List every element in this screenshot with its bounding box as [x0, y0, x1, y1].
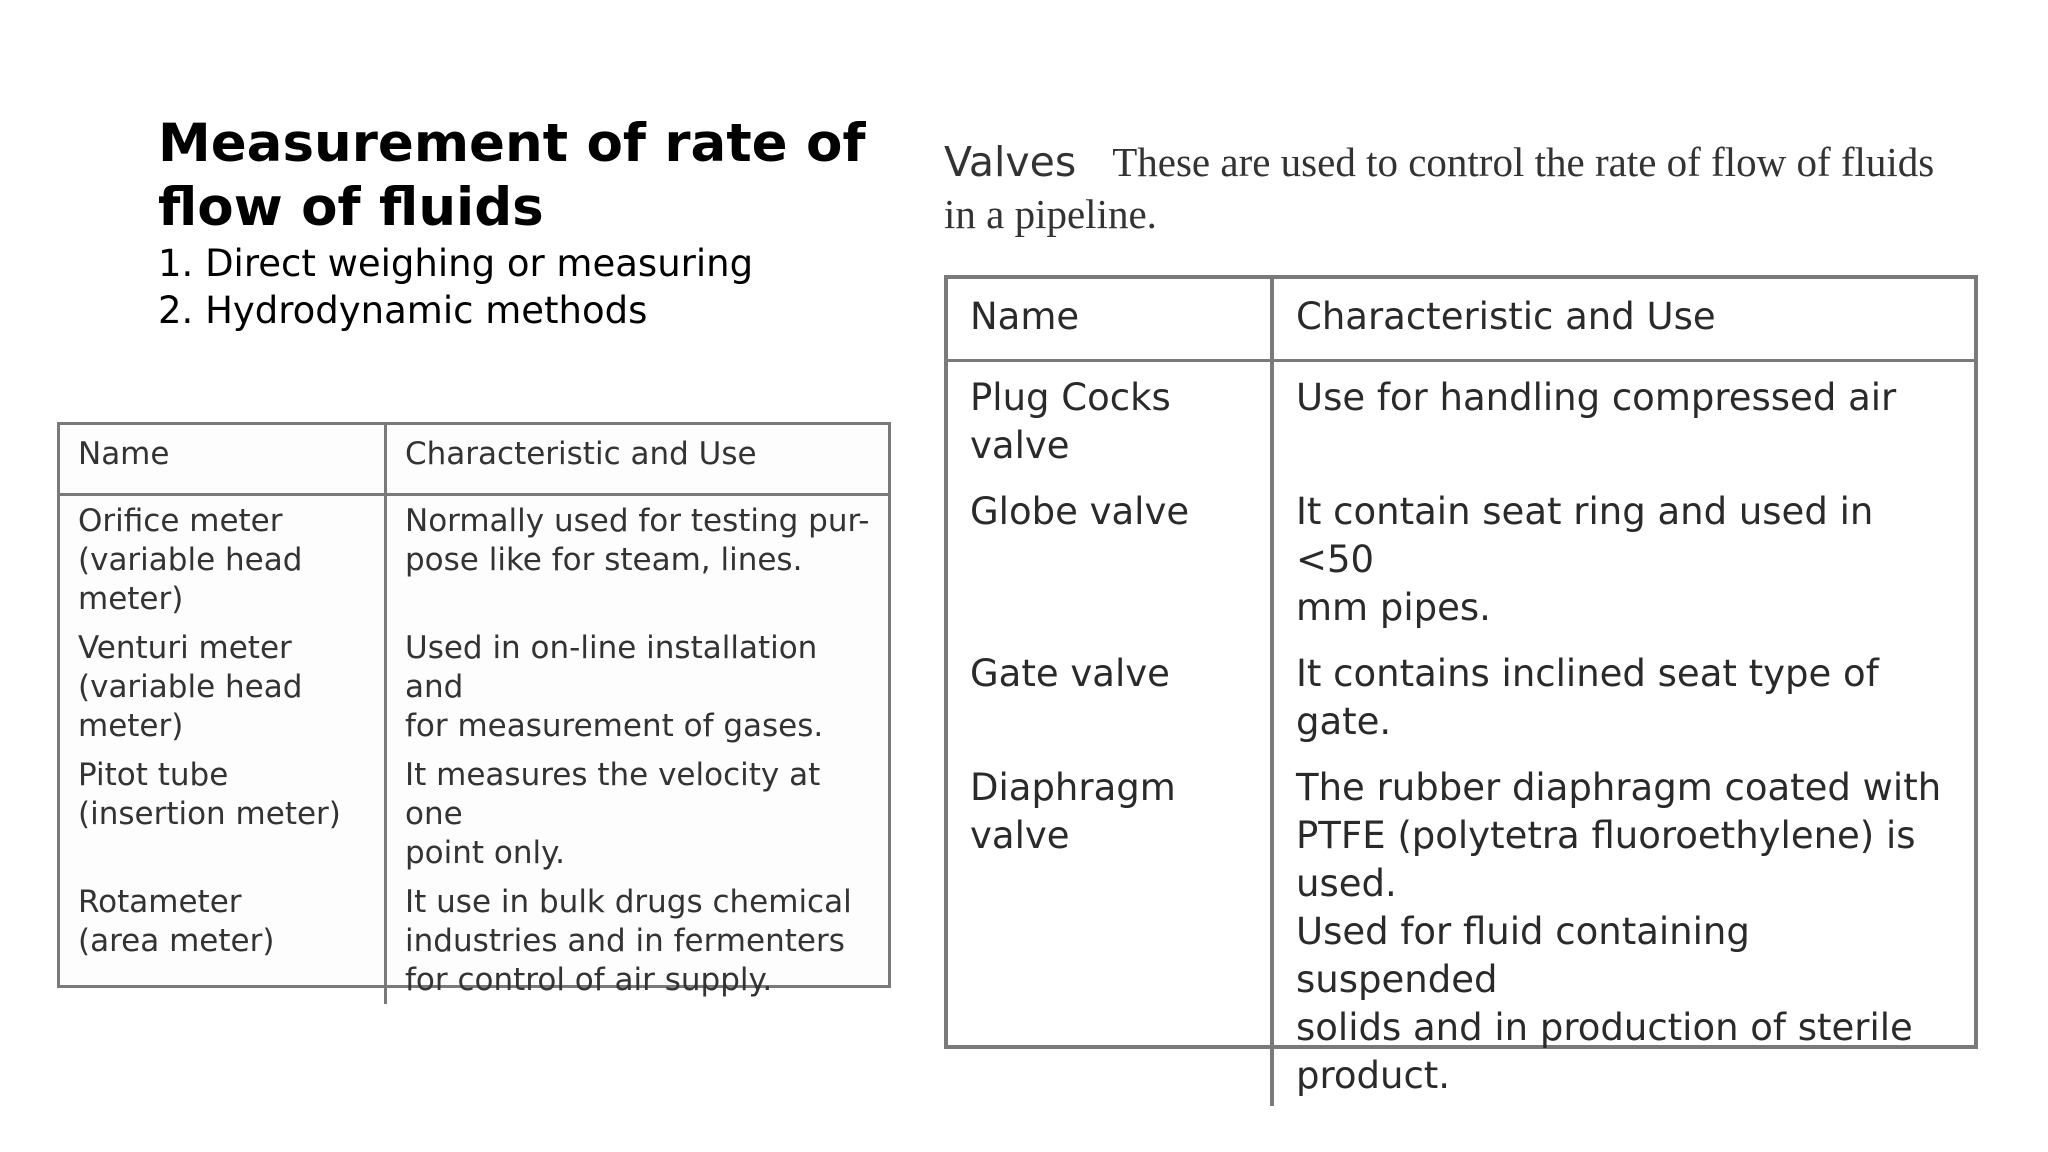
cell-text: for control of air supply.: [405, 962, 773, 998]
cell-text: meter): [78, 581, 184, 617]
table-row: [60, 495, 888, 624]
cell-text: Diaphragm: [970, 766, 1176, 809]
valve-name-cell: [948, 638, 1272, 752]
cell-text: Rotameter: [78, 884, 242, 920]
cell-text: Venturi meter: [78, 630, 292, 666]
meter-name-cell: [60, 495, 386, 624]
header-characteristic: Characteristic and Use: [386, 425, 889, 495]
valve-use-cell: [1272, 638, 1974, 752]
header-characteristic: Characteristic and Use: [1272, 279, 1974, 361]
cell-text: gate.: [1296, 700, 1392, 743]
title-block: [158, 112, 918, 334]
slide-title: [158, 112, 918, 240]
meter-use-cell: [386, 623, 889, 750]
cell-text: used.: [1296, 862, 1397, 905]
cell-text: Plug Cocks: [970, 376, 1171, 419]
meter-name-cell: [60, 750, 386, 877]
cell-text: It contains inclined seat type of: [1296, 652, 1879, 695]
table-row: [948, 476, 1974, 638]
valve-name-cell: [948, 361, 1272, 477]
flow-meters-table: [57, 422, 891, 998]
cell-text: It contain seat ring and used in <50: [1296, 490, 1874, 581]
table-row: [60, 877, 888, 1004]
table-row: [60, 750, 888, 877]
title-line-2: flow of fluids: [158, 177, 544, 238]
cell-text: Orifice meter: [78, 503, 283, 539]
table-row: [948, 752, 1974, 1106]
method-item-2: 2. Hydrodynamic methods: [158, 289, 648, 332]
cell-text: (variable head: [78, 542, 303, 578]
meter-name-cell: [60, 623, 386, 750]
valve-use-cell: [1272, 361, 1974, 477]
cell-text: It measures the velocity at one: [405, 757, 821, 832]
cell-text: Globe valve: [970, 490, 1190, 533]
valves-table-grid: [948, 279, 1974, 1106]
valve-name-cell: [948, 752, 1272, 1106]
meter-use-cell: [386, 750, 889, 877]
cell-text: It use in bulk drugs chemical: [405, 884, 852, 920]
header-name: Name: [60, 425, 386, 495]
table-header-row: [948, 279, 1974, 361]
valve-name-cell: [948, 476, 1272, 638]
valves-table: [944, 275, 1978, 1097]
valves-description-line-1: These are used to control the rate of flow of fluids: [1112, 139, 1935, 185]
valves-description-line-2: in a pipeline.: [944, 191, 1157, 237]
cell-text: point only.: [405, 835, 565, 871]
cell-text: meter): [78, 708, 184, 744]
meter-use-cell: [386, 495, 889, 624]
meter-name-cell: [60, 877, 386, 1004]
cell-text: Gate valve: [970, 652, 1170, 695]
cell-text: industries and in fermenters: [405, 923, 845, 959]
valves-label: Valves: [944, 138, 1077, 186]
valve-use-cell: [1272, 752, 1974, 1106]
cell-text: PTFE (polytetra fluoroethylene) is: [1296, 814, 1916, 857]
cell-text: (insertion meter): [78, 796, 341, 832]
title-line-1: Measurement of rate of: [158, 113, 866, 174]
cell-text: pose like for steam, lines.: [405, 542, 803, 578]
flow-meters-table-grid: [60, 425, 888, 1004]
cell-text: The rubber diaphragm coated with: [1296, 766, 1942, 809]
table-row: [60, 623, 888, 750]
table-row: [948, 638, 1974, 752]
cell-text: valve: [970, 814, 1070, 857]
valves-intro: [944, 136, 1984, 240]
header-name: Name: [948, 279, 1272, 361]
cell-text: Use for handling compressed air: [1296, 376, 1897, 419]
method-item-1: 1. Direct weighing or measuring: [158, 242, 754, 285]
cell-text: Used in on-line installation and: [405, 630, 818, 705]
cell-text: mm pipes.: [1296, 586, 1491, 629]
meter-use-cell: [386, 877, 889, 1004]
cell-text: Pitot tube: [78, 757, 229, 793]
cell-text: solids and in production of sterile: [1296, 1006, 1913, 1049]
cell-text: Normally used for testing pur-: [405, 503, 870, 539]
table-header-row: [60, 425, 888, 495]
cell-text: valve: [970, 424, 1070, 467]
cell-text: (variable head: [78, 669, 303, 705]
cell-text: for measurement of gases.: [405, 708, 824, 744]
cell-text: product.: [1296, 1054, 1451, 1097]
valve-use-cell: [1272, 476, 1974, 638]
cell-text: (area meter): [78, 923, 275, 959]
cell-text: Used for fluid containing suspended: [1296, 910, 1750, 1001]
table-row: [948, 361, 1974, 477]
